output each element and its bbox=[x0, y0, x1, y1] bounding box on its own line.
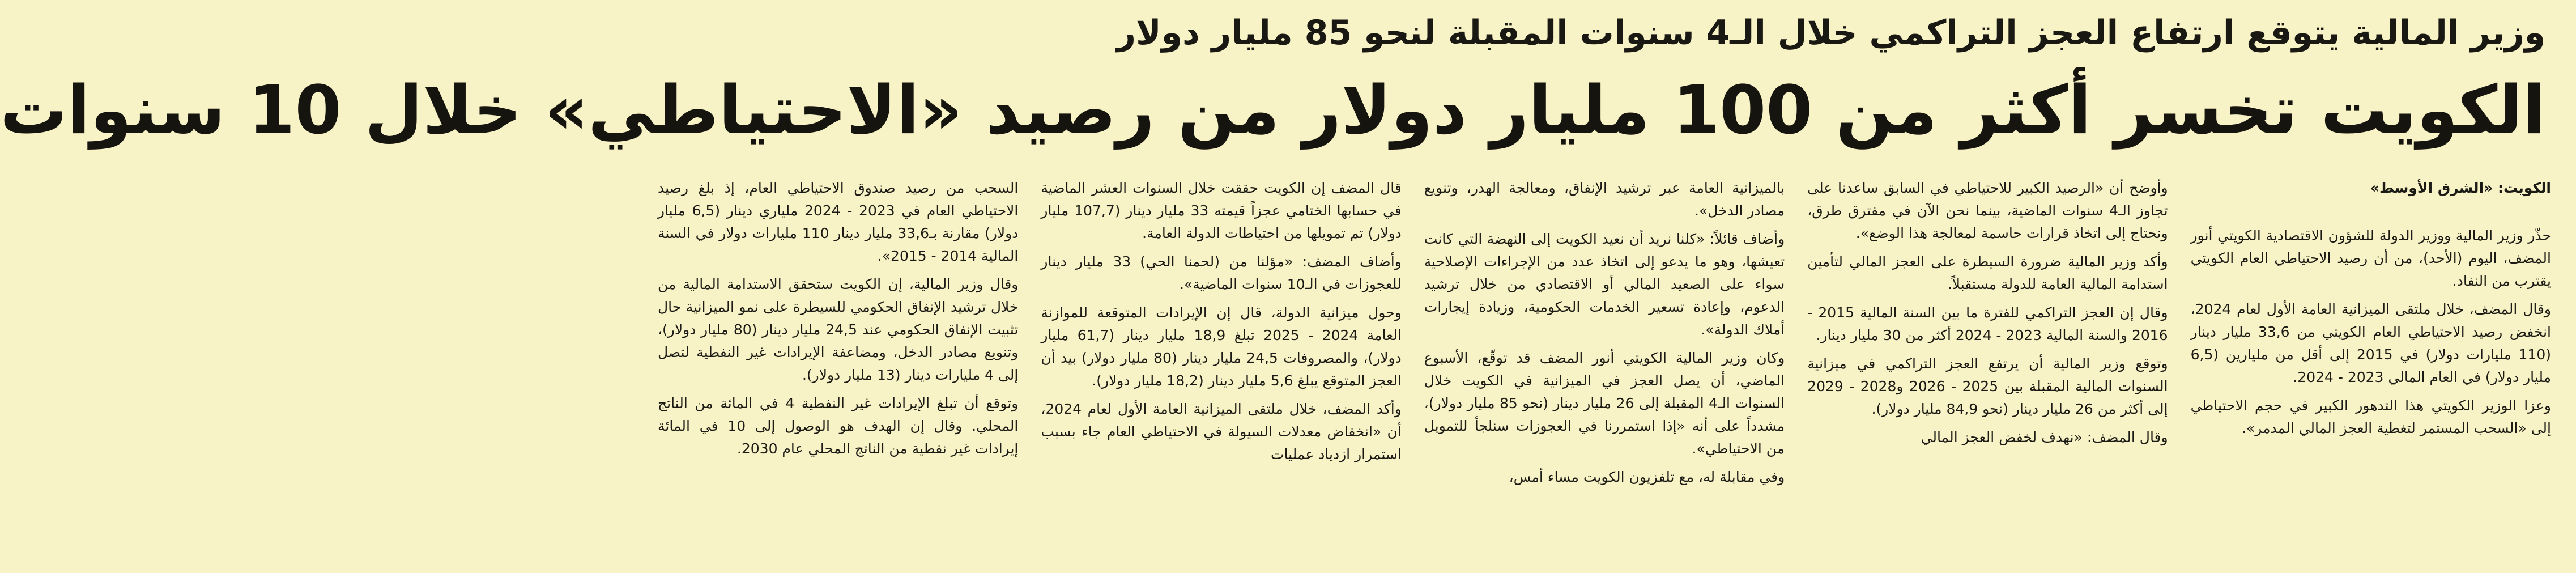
paragraph: وأضاف قائلاً: «كلنا نريد أن نعيد الكويت إلى النهضة التي كانت تعيشها، وهو ما يدعو إلى اتخاذ عدد من الإجراءات الإصلاحية سواء على الصعيد المالي أو الاقتصادي من خلال ترشيد الدعوم، وإعادة تسعير الخدمات الحكومية، وزيادة إيجارات أملاك الدولة». bbox=[1424, 231, 1785, 338]
paragraph: قال المضف إن الكويت حققت خلال السنوات العشر الماضية في حسابها الختامي عجزاً قيمته 33 مليار دينار (107,7 مليار دولار) تم تمويلها من احتياطات الدولة العامة. bbox=[1041, 180, 1402, 241]
body-column-2 bbox=[1807, 177, 2168, 568]
paragraph: وقال المضف، خلال ملتقى الميزانية العامة الأول لعام 2024، انخفض رصيد الاحتياطي العام الكويتي من 33,6 مليار دينار (110 مليارات دولار) في 2015 إلى أقل من مليارين (6,5 مليار دولار) في العام المالي 2023 - 2024. bbox=[2190, 301, 2552, 385]
paragraph: وحول ميزانية الدولة، قال إن الإيرادات المتوقعة للموازنة العامة 2024 - 2025 تبلغ 18,9 مليار دينار (61,7 مليار دولار)، والمصروفات 24,5 مليار دينار (80 مليار دولار) بيد أن العجز المتوقع يبلغ 5,6 مليار دينار (18,2 مليار دولار). bbox=[1041, 304, 1402, 389]
paragraph: وأكد وزير المالية ضرورة السيطرة على العجز المالي لتأمين استدامة المالية العامة للدولة مستقبلاً. bbox=[1807, 253, 2168, 292]
paragraph: السحب من رصيد صندوق الاحتياطي العام، إذ بلغ رصيد الاحتياطي العام في 2023 - 2024 ملياري دينار (6,5 مليار دولار) مقارنة بـ33,6 مليار دينار 110 مليارات دولار في السنة المالية 2014 - 2015». bbox=[657, 180, 1019, 264]
paragraph: وكان وزير المالية الكويتي أنور المضف قد توقّع، الأسبوع الماضي، أن يصل العجز في الميزانية في الكويت خلال السنوات الـ4 المقبلة إلى 26 مليار دينار (نحو 85 مليار دولار)، مشدداً على أنه «إذا استمررنا في العجوزات سنلجأ للتمويل من الاحتياطي». bbox=[1424, 350, 1785, 457]
paragraph: وأوضح أن «الرصيد الكبير للاحتياطي في السابق ساعدنا على تجاوز الـ4 سنوات الماضية، بينما نحن الآن في مفترق طرق، ونحتاج إلى اتخاذ قرارات حاسمة لمعالجة هذا الوضع». bbox=[1807, 180, 2168, 241]
article-body bbox=[658, 177, 2551, 568]
body-column-1 bbox=[2191, 177, 2551, 568]
paragraph: وتوقع وزير المالية أن يرتفع العجز التراكمي في ميزانية السنوات المالية المقبلة بين 2025 - 2026 و2028 - 2029 إلى أكثر من 26 مليار دينار (نحو 84,9 مليار دولار). bbox=[1807, 355, 2168, 417]
paragraph: وفي مقابلة له، مع تلفزيون الكويت مساء أمس، bbox=[1509, 469, 1785, 485]
dateline: الكويت: «الشرق الأوسط» bbox=[2370, 180, 2551, 196]
paragraph: وعزا الوزير الكويتي هذا التدهور الكبير في حجم الاحتياطي إلى «السحب المستمر لتغطية العجز المالي المدمر». bbox=[2190, 397, 2551, 436]
article-headline: الكويت تخسر أكثر من 100 مليار دولار من رصيد «الاحتياطي» خلال 10 سنوات bbox=[0, 71, 2545, 149]
body-column-4 bbox=[1041, 177, 1401, 568]
body-column-5 bbox=[658, 177, 1018, 568]
paragraph: وأضاف المضف: «مؤلنا من (لحمنا الحي) 33 مليار دينار للعجوزات في الـ10 سنوات الماضية». bbox=[1041, 253, 1402, 292]
paragraph: وقال وزير المالية، إن الكويت ستحقق الاستدامة المالية من خلال ترشيد الإنفاق الحكومي للسيطرة على نمو الميزانية حال تثبيت الإنفاق الحكومي عند 24,5 مليار دينار (80 مليار دولار)، وتنويع مصادر الدخل، ومضاعفة الإيرادات غير النفطية لتصل إلى 4 مليارات دينار (13 مليار دولار). bbox=[657, 276, 1019, 383]
paragraph: بالميزانية العامة عبر ترشيد الإنفاق، ومعالجة الهدر، وتنويع مصادر الدخل». bbox=[1424, 180, 1785, 219]
article-kicker: وزير المالية يتوقع ارتفاع العجز التراكمي خلال الـ4 سنوات المقبلة لنحو 85 مليار دولار bbox=[1116, 13, 2545, 53]
paragraph: وتوقع أن تبلغ الإيرادات غير النفطية 4 في المائة من الناتج المحلي. وقال إن الهدف هو الوصول إلى 10 في المائة إيرادات غير نفطية من الناتج المحلي عام 2030. bbox=[657, 395, 1019, 457]
paragraph: وقال إن العجز التراكمي للفترة ما بين السنة المالية 2015 - 2016 والسنة المالية 2023 - 2024 أكثر من 30 مليار دينار. bbox=[1807, 304, 2168, 343]
paragraph: حذّر وزير المالية ووزير الدولة للشؤون الاقتصادية الكويتي أنور المضف، اليوم (الأحد)، من أن رصيد الاحتياطي العام الكويتي يقترب من النفاد. bbox=[2190, 227, 2551, 289]
paragraph: وأكد المضف، خلال ملتقى الميزانية العامة الأول لعام 2024، أن «انخفاض معدلات السيولة في الاحتياطي العام جاء بسبب استمرار ازدياد عمليات bbox=[1041, 401, 1402, 462]
paragraph: وقال المضف: «نهدف لخفض العجز المالي bbox=[1921, 429, 2168, 445]
body-column-3 bbox=[1424, 177, 1785, 568]
